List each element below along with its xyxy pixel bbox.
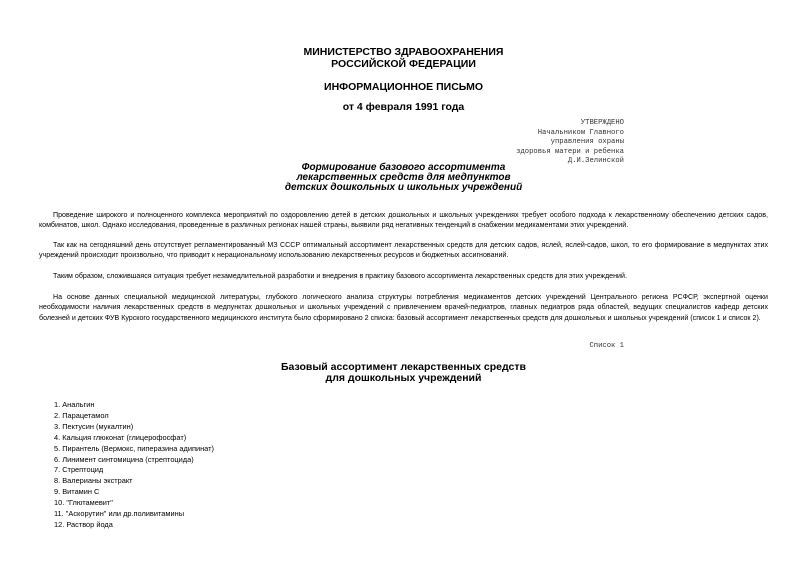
list-label: Список 1 [589, 342, 624, 350]
approval-line: Д.И.Зелинской [567, 157, 624, 165]
ministry-line-1: МИНИСТЕРСТВО ЗДРАВООХРАНЕНИЯ [303, 46, 504, 58]
list-item: 7. Стрептоцид [54, 465, 104, 475]
list-title-line-1: Базовый ассортимент лекарственных средств [281, 361, 526, 373]
approval-line: УТВЕРЖДЕНО [580, 119, 624, 127]
title-line-1: Формирование базового ассортимента [301, 162, 506, 173]
document-date: от 4 февраля 1991 года [342, 101, 465, 113]
paragraph-2: Так как на сегодняшний день отсутствует регламентированный МЗ СССР оптимальный ассортимент лекарственных средств для детских садов, яслей, яслей-садов, школ, то его формирование в медпунктах этих учреждений происходит произвольно, что приводит к нерациональному использованию лекарственных ресурсов и бюджетных ассигнований. [39, 241, 768, 260]
list-item: 6. Линимент синтомицина (стрептоцида) [54, 454, 194, 464]
list-item: 11. "Аскорутин" или др.поливитамины [54, 509, 185, 519]
paragraph-1: Проведение широкого и полноценного комплекса мероприятий по оздоровлению детей в детских дошкольных и школьных учреждениях требует особого подхода к лекарственному обеспечению детских садов, комбинатов, школ. Однако исследования, проведенные в различных регионах нашей страны, выявили ряд негативных тенденций в снабжении медикаментами этих учреждений. [39, 211, 768, 230]
list-item: 9. Витамин С [54, 487, 100, 497]
list-item: 8. Валерианы экстракт [54, 476, 133, 486]
title-line-2: лекарственных средств для медпунктов [296, 172, 511, 183]
medicine-list [54, 400, 214, 531]
document-type: ИНФОРМАЦИОННОЕ ПИСЬМО [324, 81, 483, 93]
paragraph-4: На основе данных специальной медицинской литературы, глубокого логического анализа структуры потребления медикаментов детских учреждений Центрального региона РСФСР, экспертной оценки необходимости наличия лекарственных средств в медпунктах дошкольных и школьных учреждений с привлечением врачей-педиатров, главных педиатров ряда областей, ведущих специалистов кафедр детских болезней и детских ФУВ Курского государственного медицинского института было сформировано 2 списка: базовый ассортимент лекарственных средств для дошкольных и школьных учреждений (список 1 и список 2). [39, 293, 768, 322]
list-item: 10. "Глютамевит" [54, 498, 113, 508]
list-item: 1. Анальгин [54, 400, 95, 409]
title-line-3: детских дошкольных и школьных учреждений [284, 182, 523, 193]
list-title-line-2: для дошкольных учреждений [325, 372, 482, 384]
list-item: 5. Пирантель (Вермокс, пиперазина адипинат) [54, 443, 214, 453]
approval-line: здоровья матери и ребенка [516, 147, 624, 156]
approval-line: управления охраны [550, 138, 624, 146]
paragraph-3: Таким образом, сложившаяся ситуация требует незамедлительной разработки и внедрения в практику базового ассортимента лекарственных средств для этих учреждений. [53, 272, 627, 280]
list-item: 4. Кальция глюконат (глицерофосфат) [54, 432, 187, 442]
ministry-line-2: РОССИЙСКОЙ ФЕДЕРАЦИИ [331, 58, 476, 70]
approval-block [516, 119, 624, 167]
approval-line: Начальником Главного [537, 128, 624, 137]
list-item: 2. Парацетамол [54, 410, 109, 420]
list-item: 12. Раствор йода [54, 519, 113, 529]
list-item: 3. Пектусин (мукалтин) [54, 421, 134, 431]
